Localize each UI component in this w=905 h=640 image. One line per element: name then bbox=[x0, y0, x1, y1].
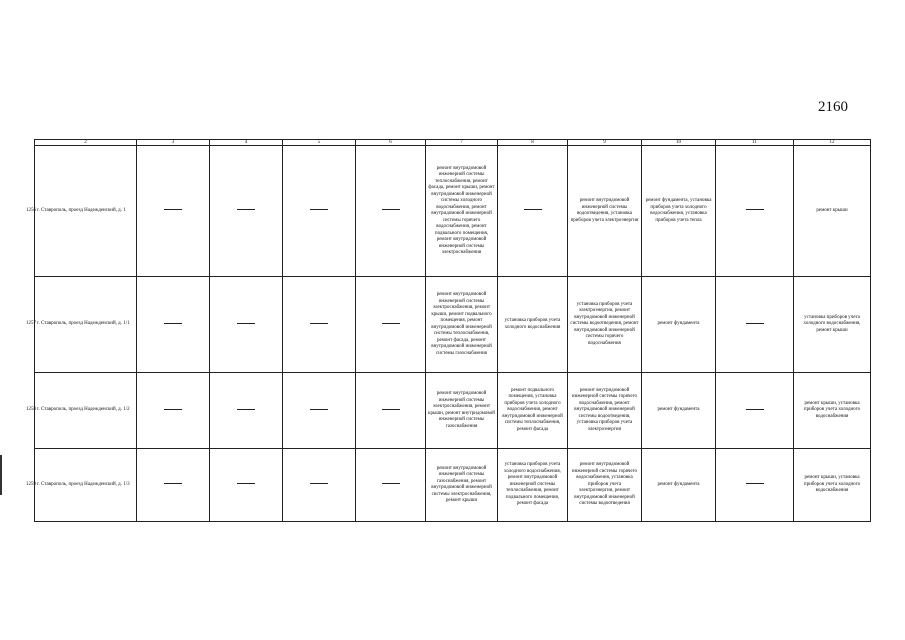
works-cell: установка приборов учета холодного водоснабжения, ремонт крыши bbox=[794, 277, 871, 373]
works-cell: ремонт фундамента bbox=[642, 449, 716, 522]
empty-cell bbox=[356, 277, 426, 373]
empty-cell bbox=[356, 373, 426, 449]
works-cell: ремонт фундамента bbox=[642, 373, 716, 449]
dash bbox=[382, 483, 400, 484]
empty-cell bbox=[137, 146, 210, 277]
dash bbox=[237, 209, 255, 210]
row-number: 1259 bbox=[26, 481, 36, 487]
works-cell: установка приборов учета электроэнергии, ремонт внутридомовой инженерной системы водоотведения, ремонт внутридомовой инженерной системы горячего водоснабжения bbox=[568, 277, 642, 373]
header-cell: 10 bbox=[642, 140, 716, 146]
empty-cell bbox=[210, 449, 283, 522]
works-cell: ремонт внутридомовой инженерной системы электроснабжения, ремонт крыши, ремонт подвального помещения, ремонт внутридомовой инженерной системы теплоснабжения, ремонт фасада, ремонт внутридомовой инженерной системы газоснабжения bbox=[426, 277, 498, 373]
header-cell: 3 bbox=[137, 140, 210, 146]
row-number: 1256 bbox=[26, 207, 36, 213]
dash bbox=[382, 409, 400, 410]
table-row bbox=[35, 449, 871, 522]
empty-cell bbox=[356, 146, 426, 277]
empty-cell bbox=[137, 277, 210, 373]
address-cell bbox=[26, 373, 137, 449]
address-cell bbox=[26, 449, 137, 522]
works-cell: ремонт внутридомовой инженерной системы горячего водоснабжения, ремонт внутридомовой инженерной системы водоотведения, установка приборов учета электроэнергии bbox=[568, 373, 642, 449]
empty-cell bbox=[716, 373, 794, 449]
dash bbox=[164, 323, 182, 324]
dash bbox=[237, 483, 255, 484]
dash bbox=[310, 483, 328, 484]
address-cell bbox=[26, 277, 137, 373]
table-row bbox=[35, 146, 871, 277]
header-cell: 12 bbox=[794, 140, 871, 146]
works-cell: ремонт подвального помещения, установка приборов учета холодного водоснабжения, ремонт внутридомовой инженерной системы теплоснабжения, ремонт фасада bbox=[498, 373, 568, 449]
empty-cell bbox=[283, 373, 356, 449]
empty-cell bbox=[210, 146, 283, 277]
empty-cell bbox=[498, 146, 568, 277]
empty-cell bbox=[210, 277, 283, 373]
dash bbox=[746, 323, 764, 324]
works-cell: ремонт крыши, установка приборов учета холодного водоснабжения bbox=[794, 449, 871, 522]
page-number: 2160 bbox=[818, 99, 848, 115]
header-cell: 8 bbox=[498, 140, 568, 146]
empty-cell bbox=[137, 449, 210, 522]
empty-cell bbox=[356, 449, 426, 522]
table-row bbox=[35, 373, 871, 449]
empty-cell bbox=[716, 277, 794, 373]
empty-cell bbox=[283, 277, 356, 373]
repair-plan-table bbox=[26, 139, 871, 522]
works-cell: ремонт фундамента, установка приборов учета холодного водоснабжения, установка приборов учета тепла bbox=[642, 146, 716, 277]
works-cell: ремонт внутридомовой инженерной системы газоснабжения, ремонт внутридомовой инженерной системы электроснабжения, ремонт крыши bbox=[426, 449, 498, 522]
dash bbox=[524, 209, 542, 210]
table-row bbox=[35, 277, 871, 373]
empty-cell bbox=[716, 146, 794, 277]
empty-cell bbox=[716, 449, 794, 522]
dash bbox=[746, 409, 764, 410]
row-number: 1258 bbox=[26, 407, 36, 413]
address-cell bbox=[26, 146, 137, 277]
dash bbox=[746, 209, 764, 210]
row-number: 1257 bbox=[26, 321, 36, 327]
empty-cell bbox=[210, 373, 283, 449]
empty-cell bbox=[283, 146, 356, 277]
dash bbox=[164, 209, 182, 210]
header-cell: 9 bbox=[568, 140, 642, 146]
works-cell: установка приборов учета холодного водоснабжения, ремонт внутридомовой инженерной системы теплоснабжения, ремонт подвального помещения, ремонт фасада bbox=[498, 449, 568, 522]
empty-cell bbox=[283, 449, 356, 522]
works-cell: ремонт фундамента bbox=[642, 277, 716, 373]
dash bbox=[164, 483, 182, 484]
dash bbox=[310, 323, 328, 324]
works-cell: ремонт внутридомовой инженерной системы теплоснабжения, ремонт фасада, ремонт крыши, ремонт внутридомовой инженерной системы холодного водоснабжения, ремонт внутридомовой инженерной системы горячего водоснабжения, ремонт подвального помещения, ремонт внутридомовой инженерной системы электроснабжения bbox=[426, 146, 498, 277]
header-cell: 7 bbox=[426, 140, 498, 146]
dash bbox=[310, 209, 328, 210]
dash bbox=[237, 323, 255, 324]
dash bbox=[164, 409, 182, 410]
dash bbox=[382, 209, 400, 210]
header-cell: 11 bbox=[716, 140, 794, 146]
address-text: г. Ставрополь, проезд Надежденский, д. 1/3 bbox=[37, 481, 130, 487]
dash bbox=[237, 409, 255, 410]
works-cell: установка приборов учета холодного водоснабжения bbox=[498, 277, 568, 373]
works-cell: ремонт внутридомовой инженерной системы горячего водоснабжения, установка приборов учета электроэнергии, ремонт внутридомовой инженерной системы водоотведения bbox=[568, 449, 642, 522]
works-cell: ремонт крыши, установка приборов учета холодного водоснабжения bbox=[794, 373, 871, 449]
header-cell: 6 bbox=[356, 140, 426, 146]
works-cell: ремонт внутридомовой инженерной системы электроснабжения, ремонт крыши, ремонт внутридомовой инженерной системы газоснабжения bbox=[426, 373, 498, 449]
empty-cell bbox=[137, 373, 210, 449]
address-text: г. Ставрополь, проезд Надежденский, д. 1/2 bbox=[37, 407, 130, 413]
header-cell: 4 bbox=[210, 140, 283, 146]
dash bbox=[310, 409, 328, 410]
binding-mark bbox=[0, 455, 2, 495]
dash bbox=[382, 323, 400, 324]
works-cell: ремонт внутридомовой инженерной системы водоотведения, установка приборов учета электроэнергии bbox=[568, 146, 642, 277]
header-cell: 2 bbox=[35, 140, 137, 146]
header-cell: 5 bbox=[283, 140, 356, 146]
address-text: г. Ставрополь, проезд Надежденский, д. 1/1 bbox=[37, 321, 130, 327]
address-text: г. Ставрополь, проезд Надежденский, д. 1 bbox=[37, 207, 126, 213]
dash bbox=[746, 483, 764, 484]
works-cell: ремонт крыши bbox=[794, 146, 871, 277]
